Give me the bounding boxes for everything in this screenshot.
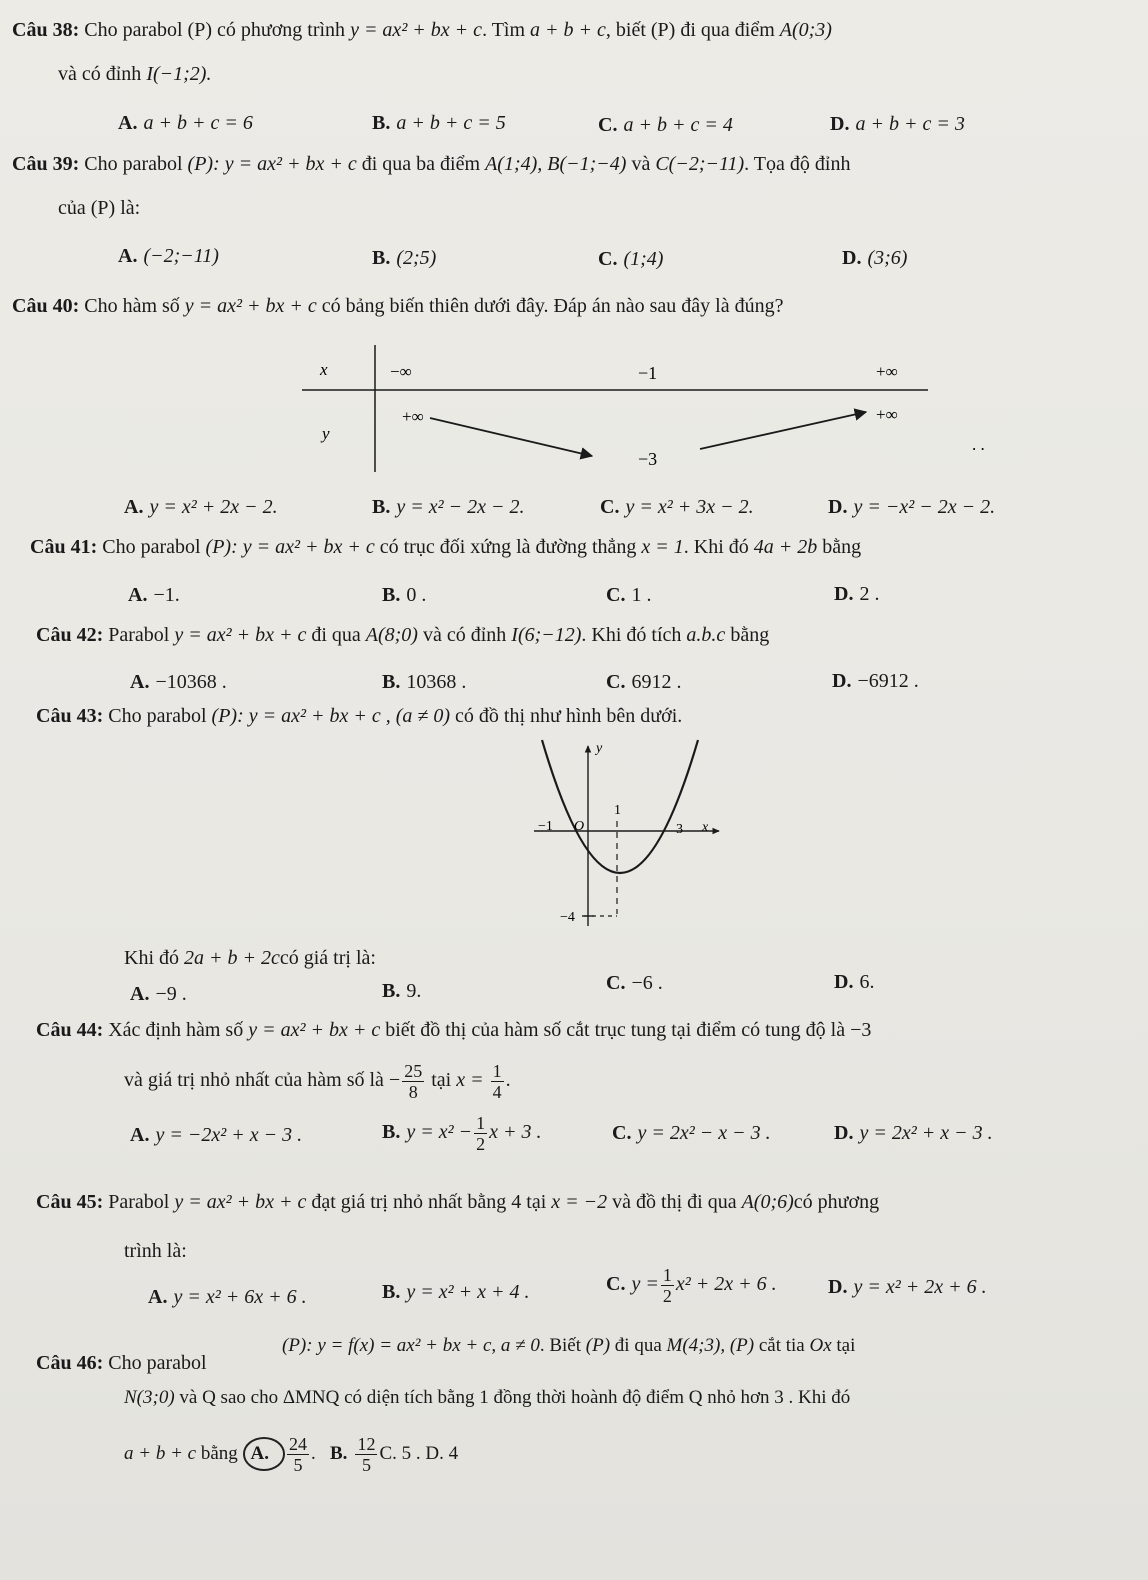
q44-option-c[interactable] <box>612 1122 771 1145</box>
q38-option-d[interactable] <box>830 113 965 136</box>
q46-text5: tại <box>836 1335 856 1356</box>
q38-text2: . Tìm <box>482 19 526 41</box>
q40-option-c[interactable] <box>600 496 754 519</box>
q46-p2: , (P) <box>720 1335 755 1356</box>
q43-option-a-value: −9 . <box>155 983 187 1005</box>
q45-option-a-value: y = x² + 6x + 6 . <box>173 1286 307 1308</box>
q38-text: Cho parabol (P) có phương trình <box>84 19 346 41</box>
q43-option-c-key: C. <box>606 972 626 994</box>
q42-product: a.b.c <box>686 624 726 646</box>
q46-option-b-fraction <box>355 1434 377 1475</box>
q38-option-b[interactable] <box>372 112 506 135</box>
q38-option-c-value: a + b + c = 4 <box>623 114 733 136</box>
q45-text: Parabol <box>108 1191 170 1213</box>
q39-equation: (P): y = ax² + bx + c <box>187 153 357 175</box>
q44-fraction-min-den: 8 <box>408 1081 418 1102</box>
q42-option-a-key: A. <box>130 671 150 693</box>
q40-option-c-value: y = x² + 3x − 2. <box>625 496 754 518</box>
q46-text: Cho parabol <box>108 1352 207 1374</box>
q41-option-b-value: 0 . <box>406 584 427 606</box>
q43-text4: có giá trị là: <box>279 947 376 969</box>
q46-option-b-fraction-den: 5 <box>361 1455 371 1476</box>
q44-option-c-value: y = 2x² − x − 3 . <box>637 1122 771 1144</box>
q40-table-x-neg-inf: −∞ <box>390 362 412 381</box>
q42-text5: bằng <box>730 624 770 646</box>
q42-text: Parabol <box>108 624 170 646</box>
q45-point-a: A(0;6) <box>741 1191 794 1213</box>
q44-line2 <box>124 1058 511 1102</box>
q46-line2 <box>124 1385 850 1411</box>
q45-option-d-value: y = x² + 2x + 6 . <box>853 1276 987 1298</box>
q44-option-b-fraction <box>474 1113 487 1154</box>
q44-option-a-value: y = −2x² + x − 3 . <box>155 1124 303 1146</box>
q38-label: Câu 38: <box>12 19 80 41</box>
q42-option-d-value: −6912 . <box>857 670 919 692</box>
q45-line1 <box>36 1189 879 1215</box>
q42-option-c-value: 6912 . <box>631 671 682 693</box>
q42-option-a-value: −10368 . <box>155 671 227 693</box>
q38-option-a[interactable] <box>118 112 253 135</box>
q43-parabola-graph <box>524 736 734 936</box>
q46-label-line <box>36 1350 207 1376</box>
q41-axis: x = 1 <box>641 536 684 558</box>
q43-text2: có đồ thị như hình bên dưới. <box>455 705 683 727</box>
q43-text: Cho parabol <box>108 705 207 727</box>
q44-option-b-post: x + 3 . <box>489 1121 542 1143</box>
q40-text2: có bảng biến thiên dưới đây. Đáp án nào sau đây là đúng? <box>321 295 784 317</box>
q40-text: Cho hàm số <box>84 295 180 317</box>
q45-text4: có phương <box>793 1191 880 1213</box>
q41-option-a[interactable] <box>128 584 180 607</box>
q45-option-c-key: C. <box>606 1273 626 1295</box>
q41-equation: (P): y = ax² + bx + c <box>205 536 375 558</box>
q44-option-b-key: B. <box>382 1121 401 1143</box>
q42-option-a[interactable] <box>130 671 227 694</box>
q38-option-a-value: a + b + c = 6 <box>143 112 253 134</box>
q40-table-y-right: +∞ <box>876 405 898 424</box>
q46-line1 <box>282 1333 855 1359</box>
q44-option-b-pre: y = x² − <box>406 1121 473 1143</box>
q42-option-d-key: D. <box>832 670 852 692</box>
q38-option-d-key: D. <box>830 113 850 135</box>
q40-option-b-value: y = x² − 2x − 2. <box>396 496 525 518</box>
q46-option-b[interactable]: B. <box>330 1443 348 1464</box>
q46-text6: và Q sao cho ΔMNQ có diện tích bằng 1 đồng thời hoành độ điểm Q nhỏ hơn 3 . Khi đó <box>179 1387 851 1408</box>
q46-text4: cắt tia <box>758 1335 805 1356</box>
q43-line1 <box>36 703 682 729</box>
q40-line1 <box>12 293 783 319</box>
q40-table-x-pos-inf: +∞ <box>876 362 898 381</box>
q46-line3: a + b + c bằng A. $\frac{24}{5}$ . B. $\frac{12}{5}$ C. 5 . D. 4 <box>124 1434 459 1476</box>
q38-text4: và có đỉnh <box>58 63 142 85</box>
q43-text3: Khi đó <box>124 947 179 969</box>
q41-option-d-key: D. <box>834 583 854 605</box>
q39-option-c-key: C. <box>598 248 618 270</box>
q42-option-d[interactable] <box>832 670 919 693</box>
q42-equation: y = ax² + bx + c <box>174 624 307 646</box>
q39-option-d[interactable] <box>842 247 907 270</box>
q40-option-d[interactable] <box>828 496 995 519</box>
q40-table-y-label: y <box>322 424 330 443</box>
q39-text3: và <box>631 153 651 175</box>
q46-text2: . Biết <box>539 1335 582 1356</box>
q40-table-x-label: x <box>320 360 328 379</box>
q44-text3: và giá trị nhỏ nhất của hàm số là <box>124 1069 384 1091</box>
q38-option-c-key: C. <box>598 114 618 136</box>
q45-equation: y = ax² + bx + c <box>174 1191 307 1213</box>
q40-option-d-value: y = −x² − 2x − 2. <box>853 496 996 518</box>
q44-option-b-fraction-den: 2 <box>476 1133 486 1154</box>
q40-option-d-key: D. <box>828 496 848 518</box>
q38-line2 <box>58 61 211 87</box>
q40-table-arrow-up <box>700 412 866 449</box>
q38-expression: a + b + c <box>530 19 606 41</box>
q39-line2: của (P) là: <box>58 197 141 219</box>
q46-option-d[interactable]: D. 4 <box>425 1443 459 1464</box>
q40-variation-table <box>300 340 1000 480</box>
q46-option-a-fraction-num: 24 <box>289 1434 307 1455</box>
q44-fraction-min <box>402 1061 424 1102</box>
q44-equation: y = ax² + bx + c <box>248 1019 381 1041</box>
q42-text3: và có đỉnh <box>422 624 507 646</box>
q39-text: Cho parabol <box>84 153 183 175</box>
q40-table-x-mid: −1 <box>638 363 658 383</box>
q39-option-c[interactable] <box>598 248 663 271</box>
q46-label: Câu 46: <box>36 1352 104 1374</box>
q43-y-label: y <box>596 741 603 756</box>
q38-option-a-key: A. <box>118 112 138 134</box>
q44-option-a-key: A. <box>130 1124 150 1146</box>
q43-label: Câu 43: <box>36 705 104 727</box>
q43-option-c[interactable] <box>606 972 663 995</box>
q40-option-c-key: C. <box>600 496 620 518</box>
q44-dot: . <box>505 1069 511 1091</box>
q45-option-c-pre: y = <box>631 1273 659 1295</box>
q41-option-b[interactable] <box>382 584 426 607</box>
q40-table-y-left: +∞ <box>402 407 424 426</box>
q45-option-c-fraction <box>661 1265 674 1306</box>
q44-fraction-min-num: 25 <box>404 1060 423 1081</box>
q44-option-c-key: C. <box>612 1122 632 1144</box>
q45-option-b-value: y = x² + x + 4 . <box>406 1281 530 1303</box>
q45-text3: và đồ thị đi qua <box>612 1191 737 1213</box>
q42-text4: . Khi đó tích <box>581 624 682 646</box>
q39-option-a[interactable] <box>118 245 219 268</box>
q40-option-b-key: B. <box>372 496 391 518</box>
q44-option-d-key: D. <box>834 1122 854 1144</box>
q46-option-a-fraction-den: 5 <box>293 1455 303 1476</box>
q41-line1 <box>30 534 861 560</box>
q41-text4: bằng <box>822 536 862 558</box>
q44-text4: tại <box>431 1069 452 1091</box>
q45-label: Câu 45: <box>36 1191 104 1213</box>
q45-option-a-key: A. <box>148 1286 168 1308</box>
q43-expression: 2a + b + 2c <box>184 947 280 969</box>
q43-option-d-value: 6. <box>859 971 875 993</box>
q43-option-a-key: A. <box>130 983 150 1005</box>
q39-option-b-value: (2;5) <box>396 247 437 269</box>
q41-option-c-key: C. <box>606 584 626 606</box>
q41-option-a-value: −1. <box>153 584 180 606</box>
q41-option-b-key: B. <box>382 584 401 606</box>
q45-option-b-key: B. <box>382 1281 401 1303</box>
q42-point-a: A(8;0) <box>365 624 418 646</box>
q43-option-b-key: B. <box>382 980 401 1002</box>
q46-ox: Ox <box>809 1335 832 1356</box>
q42-option-c-key: C. <box>606 671 626 693</box>
q39-option-b[interactable] <box>372 247 436 270</box>
q44-option-b-fraction-num: 1 <box>476 1112 486 1133</box>
q46-option-a-fraction <box>287 1434 309 1475</box>
q45-option-b[interactable] <box>382 1281 529 1304</box>
q38-vertex: I(−1;2). <box>146 63 212 85</box>
q44-option-d[interactable] <box>834 1122 993 1145</box>
q41-text: Cho parabol <box>102 536 201 558</box>
q40-equation: y = ax² + bx + c <box>184 295 317 317</box>
q41-text2: có trục đối xứng là đường thẳng <box>379 536 637 558</box>
q39-option-d-value: (3;6) <box>867 247 908 269</box>
q39-option-c-value: (1;4) <box>623 248 664 270</box>
q46-point-n: N(3;0) <box>124 1387 175 1408</box>
q43-option-d[interactable] <box>834 971 874 994</box>
q46-option-a[interactable] <box>243 1437 285 1471</box>
q46-text7: bằng <box>200 1443 238 1464</box>
q43-tick-label-m1: −1 <box>538 819 553 834</box>
q44-text: Xác định hàm số <box>108 1019 244 1041</box>
q38-point-a: A(0;3) <box>779 19 832 41</box>
q38-option-b-key: B. <box>372 112 391 134</box>
q44-line1 <box>36 1017 871 1043</box>
q38-option-c[interactable] <box>598 114 733 137</box>
q46-option-b-fraction-num: 12 <box>357 1434 376 1455</box>
q45-option-d-key: D. <box>828 1276 848 1298</box>
q39-option-d-key: D. <box>842 247 862 269</box>
q39-option-b-key: B. <box>372 247 391 269</box>
q44-fraction-x-den: 4 <box>492 1081 502 1102</box>
q46-option-c[interactable]: C. 5 . <box>379 1443 421 1464</box>
q40-label: Câu 40: <box>12 295 80 317</box>
q44-fraction-x-num: 1 <box>492 1060 502 1081</box>
q39-label: Câu 39: <box>12 153 80 175</box>
q46-option-a-key: A. <box>250 1443 269 1464</box>
q45-line2: trình là: <box>124 1240 187 1262</box>
q43-option-a[interactable] <box>130 983 187 1006</box>
q39-points: A(1;4), B(−1;−4) <box>485 153 627 175</box>
q46-p: (P) <box>585 1335 611 1356</box>
q39-point-c: C(−2;−11) <box>655 153 745 175</box>
q44-label: Câu 44: <box>36 1019 104 1041</box>
q40-table-arrow-down <box>430 418 592 456</box>
q43-x-label: x <box>702 820 709 835</box>
q43-line2 <box>124 945 376 971</box>
q43-equation: (P): y = ax² + bx + c , (a ≠ 0) <box>211 705 451 727</box>
q42-label: Câu 42: <box>36 624 104 646</box>
q45-option-c-fraction-num: 1 <box>662 1264 672 1285</box>
q43-origin-label: O <box>574 819 585 834</box>
q40-table-trail: . . <box>972 435 985 454</box>
q39-text2: đi qua ba điểm <box>361 153 481 175</box>
q43-option-d-key: D. <box>834 971 854 993</box>
q40-option-a-key: A. <box>124 496 144 518</box>
q44-x-eq: x = <box>456 1069 484 1091</box>
q43-tick-label-m4: −4 <box>560 910 575 925</box>
q39-option-a-value: (−2;−11) <box>143 245 219 267</box>
q41-option-c-value: 1 . <box>631 584 652 606</box>
q40-option-a[interactable] <box>124 496 278 519</box>
q38-option-b-value: a + b + c = 5 <box>396 112 506 134</box>
q41-label: Câu 41: <box>30 536 98 558</box>
q41-text3: . Khi đó <box>683 536 749 558</box>
q45-option-d[interactable] <box>828 1276 987 1299</box>
q38-equation: y = ax² + bx + c <box>350 19 483 41</box>
q42-line1 <box>36 622 769 648</box>
q43-option-c-value: −6 . <box>631 972 663 994</box>
q46-text3: đi qua <box>614 1335 662 1356</box>
q45-x-eq: x = −2 <box>551 1191 608 1213</box>
q42-vertex: I(6;−12) <box>511 624 582 646</box>
q40-table-y-min: −3 <box>638 449 658 469</box>
q41-option-d-value: 2 . <box>859 583 880 605</box>
q40-option-b[interactable] <box>372 496 524 519</box>
q38-option-d-value: a + b + c = 3 <box>855 113 965 135</box>
q45-option-c-fraction-den: 2 <box>662 1285 672 1306</box>
q38-line1 <box>12 17 832 43</box>
q46-expression: a + b + c <box>124 1443 197 1464</box>
q39-option-a-key: A. <box>118 245 138 267</box>
q46-point-m: M(4;3) <box>666 1335 721 1356</box>
q45-option-a[interactable] <box>148 1286 307 1309</box>
q44-option-a[interactable] <box>130 1124 302 1147</box>
q45-option-c-post: x² + 2x + 6 . <box>675 1273 777 1295</box>
q46-equation: (P): y = f(x) = ax² + bx + c, a ≠ 0 <box>282 1335 540 1356</box>
q42-option-c[interactable] <box>606 671 681 694</box>
q40-option-a-value: y = x² + 2x − 2. <box>149 496 278 518</box>
q39-line1 <box>12 151 850 177</box>
q43-option-b-value: 9. <box>406 980 422 1002</box>
q43-tick-label-1: 1 <box>614 803 621 818</box>
q41-option-c[interactable] <box>606 584 651 607</box>
q45-text2: đạt giá trị nhỏ nhất bằng 4 tại <box>311 1191 547 1213</box>
q44-text2: biết đồ thị của hàm số cắt trục tung tại điểm có tung độ là −3 <box>385 1019 872 1041</box>
q43-tick-label-3: 3 <box>676 822 683 837</box>
q41-option-a-key: A. <box>128 584 148 606</box>
q45-option-c[interactable] <box>606 1262 777 1306</box>
q43-option-b[interactable] <box>382 980 421 1003</box>
q44-fraction-x <box>491 1061 504 1102</box>
q38-text3: , biết (P) đi qua điểm <box>605 19 775 41</box>
q44-option-d-value: y = 2x² + x − 3 . <box>859 1122 993 1144</box>
q41-option-d[interactable] <box>834 583 879 606</box>
q39-text4: . Tọa độ đỉnh <box>744 153 851 175</box>
q42-text2: đi qua <box>311 624 361 646</box>
q44-minus: − <box>388 1069 401 1091</box>
q42-option-b[interactable] <box>382 671 466 694</box>
q42-option-b-key: B. <box>382 671 401 693</box>
q44-option-b[interactable] <box>382 1110 541 1154</box>
q41-expression: 4a + 2b <box>753 536 818 558</box>
q42-option-b-value: 10368 . <box>406 671 467 693</box>
